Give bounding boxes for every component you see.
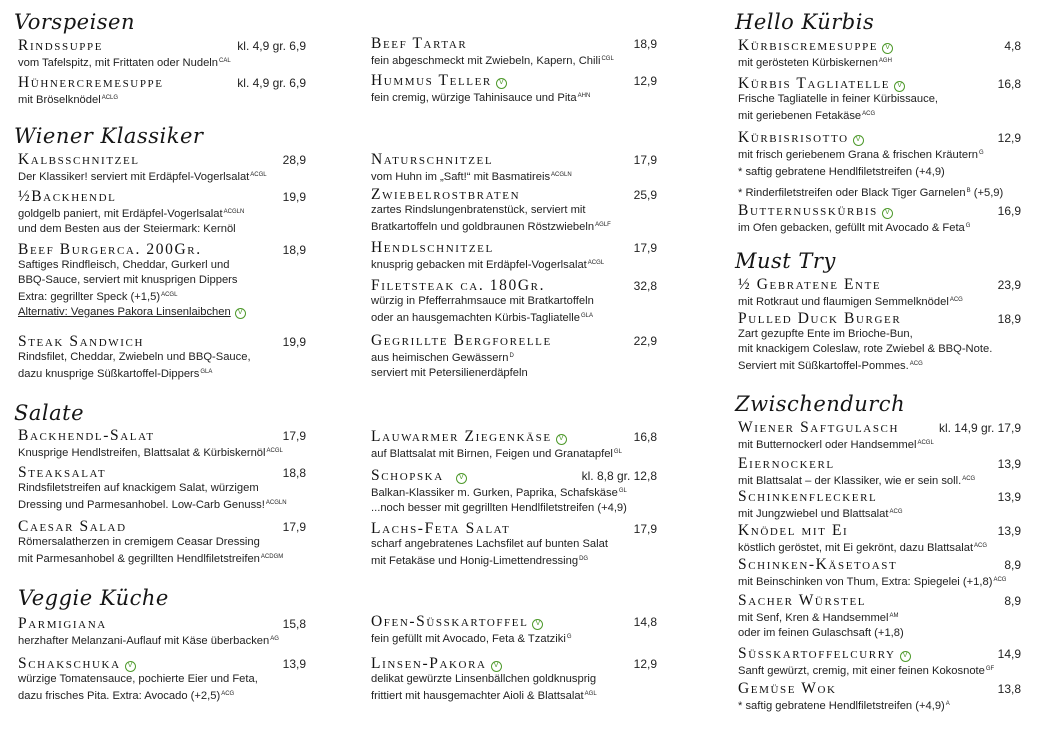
dish-description: delikat gewürzte Linsenbällchen goldknusprig	[371, 673, 597, 685]
dish-price: 4,8	[1004, 39, 1021, 53]
dish-description: Rindsfilet, Cheddar, Zwiebeln und BBQ-Sauce,	[18, 351, 251, 363]
vegetarian-icon: V	[125, 661, 136, 672]
dish-description: Bratkartoffeln und goldbraunen Röstzwiebeln$^{AGLF}$	[371, 221, 611, 233]
menu-item-beef-tartar	[371, 36, 657, 69]
menu-item-filetsteak	[371, 278, 657, 326]
dish-price: 17,9	[282, 429, 306, 443]
menu-item-kuerbisrisotto	[738, 130, 1021, 201]
dish-name: ½ Gebratene Ente	[738, 276, 882, 293]
dish-description: Saftiges Rindfleisch, Cheddar, Gurkerl und	[18, 259, 230, 271]
dish-name: Lauwarmer Ziegenkäse V	[371, 429, 657, 445]
menu-item-backhendl-salat	[18, 428, 306, 461]
dish-description: und dem Besten aus der Steiermark: Kernöl	[18, 223, 236, 235]
dish-description: köstlich geröstet, mit Ei gekrönt, dazu Blattsalat$^{ACG}$	[738, 542, 988, 554]
dish-price: 14,9	[997, 647, 1021, 661]
dish-price: 19,9	[282, 190, 306, 204]
dish-description: mit gerösteten Kürbiskernen$^{AGH}$	[738, 57, 892, 69]
dish-name: Knödel mit Ei	[738, 522, 849, 539]
dish-price: 17,9	[633, 522, 657, 536]
dish-price: 25,9	[633, 188, 657, 202]
dish-price: 14,8	[633, 615, 657, 629]
menu-item-gemuese-wok	[738, 681, 1021, 714]
vegetarian-icon: V	[882, 43, 893, 54]
dish-description: fein cremig, würzige Tahinisauce und Pita$^{AHN}$	[371, 92, 591, 104]
dish-description: vom Tafelspitz, mit Frittaten oder Nudeln$^{CAL}$	[18, 57, 231, 69]
dish-description: Serviert mit Süßkartoffel-Pommes.$^{ACG}$	[738, 360, 923, 372]
menu-item-hendlschnitzel	[371, 240, 657, 273]
dish-description: oder an hausgemachten Kürbis-Tagliatelle$^{GLA}$	[371, 312, 593, 324]
dish-name: Ofen-Süsskartoffel V	[371, 614, 657, 630]
menu-item-rindssuppe	[18, 38, 306, 71]
dish-description: mit Butternockerl oder Handsemmel$^{ACGL}$	[738, 439, 934, 451]
menu-item-naturschnitzel	[371, 152, 657, 185]
menu-item-lauwarmer-ziegenkaese	[371, 429, 657, 462]
dish-name: Hummus Teller V	[371, 73, 657, 89]
dish-price: 17,9	[282, 520, 306, 534]
dish-description: im Ofen gebacken, gefüllt mit Avocado & Feta$^G$	[738, 222, 971, 234]
dish-description: Frische Tagliatelle in feiner Kürbissauce,	[738, 93, 939, 105]
dish-description: Dressing und Parmesanhobel. Low-Carb Genuss!$^{ACGLN}$	[18, 499, 287, 511]
dish-name: Gegrillte Bergforelle	[371, 332, 552, 349]
dish-name: Beef Tartar	[371, 35, 468, 52]
dish-price: 23,9	[997, 278, 1021, 292]
menu-item-butternusskuerbis	[738, 203, 1021, 236]
vegetarian-icon: V	[882, 208, 893, 219]
menu-item-lachs-feta-salat	[371, 521, 657, 569]
menu-item-linsen-pakora	[371, 656, 657, 704]
dish-name: Wiener Saftgulasch	[738, 419, 900, 436]
dish-price: 32,8	[633, 279, 657, 293]
dish-price: kl. 4,9 gr. 6,9	[237, 76, 306, 90]
dish-description: herzhafter Melanzani-Auflauf mit Käse überbacken$^{AG}$	[18, 635, 279, 647]
dish-description: aus heimischen Gewässern$^D$	[371, 352, 514, 364]
dish-price: 13,9	[997, 490, 1021, 504]
dish-description: mit Rotkraut und flaumigen Semmelknödel$^{ACG}$	[738, 296, 963, 308]
dish-description: Zart gezupfte Ente im Brioche-Bun,	[738, 328, 913, 340]
dish-description: Römersalatherzen in cremigem Ceasar Dressing	[18, 536, 260, 548]
menu-item-kalbsschnitzel	[18, 152, 306, 185]
dish-description: BBQ-Sauce, serviert mit knusprigen Dippers	[18, 274, 238, 286]
menu-item-schinken-kaesetoast	[738, 557, 1021, 590]
menu-item-gebratene-ente	[738, 277, 1021, 310]
menu-item-hummus-teller	[371, 73, 657, 106]
dish-price: 8,9	[1004, 558, 1021, 572]
dish-description: Rindsfiletstreifen auf knackigem Salat, würzigem	[18, 482, 259, 494]
dish-description: dazu frisches Pita. Extra: Avocado $(+2,5)^{ACG}$	[18, 690, 235, 702]
menu-item-schakschuka	[18, 656, 306, 704]
dish-name: Rindssuppe	[18, 37, 104, 54]
dish-name: Süsskartoffelcurry V	[738, 646, 1021, 662]
dish-price: 13,9	[997, 524, 1021, 538]
dish-description: mit Parmesanhobel & gegrillten Hendlfiletstreifen$^{ACDGM}$	[18, 553, 284, 565]
dish-description: Der Klassiker! serviert mit Erdäpfel-Vogerlsalat$^{ACGL}$	[18, 171, 267, 183]
menu-item-parmigiana	[18, 616, 306, 649]
vegetarian-icon: V	[894, 81, 905, 92]
menu-item-beef-burger	[18, 242, 306, 320]
dish-price: 12,9	[633, 74, 657, 88]
dish-description: mit Beinschinken von Thum, Extra: Spiegelei $(+1,8)^{ACG}$	[738, 576, 1007, 588]
dish-description: fein abgeschmeckt mit Zwiebeln, Kapern, Chili$^{CGL}$	[371, 55, 614, 67]
menu-item-zwiebelrostbraten	[371, 187, 657, 235]
menu-item-kuerbiscremesuppe	[738, 38, 1021, 71]
dish-price: 13,8	[997, 682, 1021, 696]
dish-name: Beef Burgerca. 200Gr.	[18, 241, 202, 258]
dish-price: 19,9	[282, 335, 306, 349]
section-title-must-try: Must Try	[735, 249, 836, 273]
dish-price: 13,9	[282, 657, 306, 671]
dish-name: Schakschuka V	[18, 656, 306, 672]
section-title-hello-kuerbis: Hello Kürbis	[735, 10, 875, 34]
dish-name: Eiernockerl	[738, 455, 835, 472]
dish-price: 18,9	[997, 312, 1021, 326]
menu-item-kuerbis-tagliatelle	[738, 76, 1021, 124]
dish-extra: * saftig gebratene Hendlfiletstreifen $(+4,9)^A$	[738, 700, 950, 712]
dish-description: knusprig gebacken mit Erdäpfel-Vogerlsalat$^{ACGL}$	[371, 259, 605, 271]
dish-name: Caesar Salad	[18, 518, 127, 535]
dish-description: ...noch besser mit gegrillten Hendlfiletstreifen (+4,9)	[371, 502, 627, 514]
dish-description: dazu knusprige Süßkartoffel-Dippers$^{GLA}$	[18, 368, 213, 380]
dish-price: 16,8	[997, 77, 1021, 91]
dish-description: mit Fetakäse und Honig-Limettendressing$^{DG}$	[371, 555, 589, 567]
dish-name: Steaksalat	[18, 464, 107, 481]
dish-extra: * Rinderfiletstreifen oder Black Tiger Garnelen$^B$ (+5,9)	[738, 187, 1004, 199]
dish-price: 16,8	[633, 430, 657, 444]
section-title-veggie-kueche: Veggie Küche	[18, 586, 169, 610]
dish-price: 13,9	[997, 457, 1021, 471]
dish-description: Extra: gegrillter Speck $(+1,5)^{ACGL}$	[18, 291, 178, 303]
dish-price: 12,9	[997, 131, 1021, 145]
menu-item-gegrillte-bergforelle	[371, 333, 657, 381]
dish-description: auf Blattsalat mit Birnen, Feigen und Granatapfel$^{GL}$	[371, 448, 622, 460]
vegetarian-icon: V	[496, 78, 507, 89]
section-title-wiener-klassiker: Wiener Klassiker	[14, 124, 204, 148]
dish-name: Naturschnitzel	[371, 151, 494, 168]
dish-name: ½Backhendl	[18, 188, 117, 205]
dish-name: Filetsteak ca. 180Gr.	[371, 277, 546, 294]
dish-name: Butternusskürbis V	[738, 203, 1021, 219]
dish-description: Sanft gewürzt, cremig, mit einer feinen Kokosnote$^{GF}$	[738, 665, 995, 677]
section-title-salate: Salate	[14, 401, 85, 425]
dish-description: mit knackigem Coleslaw, rote Zwiebel & BBQ-Note.	[738, 343, 993, 355]
menu-item-steak-sandwich	[18, 334, 306, 382]
dish-name: Linsen-Pakora V	[371, 656, 657, 672]
vegetarian-icon: V	[456, 473, 467, 484]
dish-name: Schinken-Käsetoast	[738, 556, 898, 573]
dish-description: vom Huhn im „Saft!“ mit Basmatireis$^{ACGLN}$	[371, 171, 572, 183]
dish-name: Gemüse Wok	[738, 680, 837, 697]
dish-price: 22,9	[633, 334, 657, 348]
dish-description: frittiert mit hausgemachter Aioli & Blattsalat$^{AGL}$	[371, 690, 597, 702]
dish-price: 17,9	[633, 153, 657, 167]
dish-name: Pulled Duck Burger	[738, 310, 902, 327]
menu-item-huehnercremesuppe	[18, 75, 306, 108]
dish-name: Schopska V	[371, 468, 657, 484]
menu-item-schopska	[371, 468, 657, 516]
dish-description: mit frisch geriebenem Grana & frischen Kräutern$^G$	[738, 149, 984, 161]
dish-price: 8,9	[1004, 594, 1021, 608]
menu-item-steaksalat	[18, 465, 306, 513]
dish-alternative: Alternativ: Veganes Pakora Linsenlaibchen V	[18, 305, 306, 320]
dish-price: 12,9	[633, 657, 657, 671]
dish-name: Steak Sandwich	[18, 333, 144, 350]
dish-price: 18,9	[282, 243, 306, 257]
dish-name: Zwiebelrostbraten	[371, 186, 521, 203]
dish-name: Kalbsschnitzel	[18, 151, 140, 168]
dish-description: mit geriebenen Fetakäse$^{ACG}$	[738, 110, 876, 122]
dish-price: kl. 8,8 gr. 12,8	[581, 469, 657, 483]
vegetarian-icon: V	[491, 661, 502, 672]
menu-item-knoedel-mit-ei	[738, 523, 1021, 556]
menu-item-eiernockerl	[738, 456, 1021, 489]
dish-name: Kürbisrisotto V	[738, 130, 1021, 146]
dish-name: Lachs-Feta Salat	[371, 520, 511, 537]
dish-description: serviert mit Petersilienerdäpfeln	[371, 367, 528, 379]
menu-item-schinkenfleckerl	[738, 489, 1021, 522]
vegetarian-icon: V	[532, 619, 543, 630]
dish-price: kl. 4,9 gr. 6,9	[237, 39, 306, 53]
dish-description: würzig in Pfefferrahmsauce mit Bratkartoffeln	[371, 295, 594, 307]
dish-name: Backhendl-Salat	[18, 427, 155, 444]
dish-description: würzige Tomatensauce, pochierte Eier und Feta,	[18, 673, 258, 685]
dish-description: Balkan-Klassiker m. Gurken, Paprika, Schafskäse$^{GL}$	[371, 487, 627, 499]
menu-item-ofen-suesskartoffel	[371, 614, 657, 647]
dish-description: mit Senf, Kren & Handsemmel$^{AM}$	[738, 612, 899, 624]
dish-name: Hendlschnitzel	[371, 239, 494, 256]
vegetarian-icon: V	[900, 651, 911, 662]
dish-name: Kürbis Tagliatelle V	[738, 76, 1021, 92]
dish-description: Knusprige Hendlstreifen, Blattsalat & Kürbiskernöl$^{ACGL}$	[18, 447, 283, 459]
dish-description: scharf angebratenes Lachsfilet auf bunten Salat	[371, 538, 608, 550]
dish-description: mit Blattsalat – der Klassiker, wie er sein soll.$^{ACG}$	[738, 475, 976, 487]
section-title-vorspeisen: Vorspeisen	[14, 10, 136, 34]
dish-description: oder im feinen Gulaschsaft (+1,8)	[738, 627, 904, 639]
menu-item-backhendl	[18, 189, 306, 237]
dish-description: mit Bröselknödel$^{ACLG}$	[18, 94, 119, 106]
dish-extra: * saftig gebratene Hendlfiletstreifen (+4,9)	[738, 166, 945, 178]
menu-item-sacher-wuerstel	[738, 593, 1021, 641]
dish-name: Hühnercremesuppe	[18, 74, 164, 91]
menu-item-pulled-duck-burger	[738, 311, 1021, 374]
dish-price: kl. 14,9 gr. 17,9	[938, 421, 1021, 435]
dish-description: mit Jungzwiebel und Blattsalat$^{ACG}$	[738, 508, 903, 520]
dish-price: 15,8	[282, 617, 306, 631]
dish-name: Parmigiana	[18, 615, 107, 632]
dish-description: fein gefüllt mit Avocado, Feta & Tzatziki$^G$	[371, 633, 572, 645]
dish-price: 18,8	[282, 466, 306, 480]
dish-price: 28,9	[282, 153, 306, 167]
dish-name: Kürbiscremesuppe V	[738, 38, 1021, 54]
vegetarian-icon: V	[235, 308, 246, 319]
dish-price: 17,9	[633, 241, 657, 255]
dish-name: Schinkenfleckerl	[738, 488, 878, 505]
section-title-zwischendurch: Zwischendurch	[735, 392, 906, 416]
menu-item-suesskartoffelcurry	[738, 646, 1021, 679]
dish-description: goldgelb paniert, mit Erdäpfel-Vogerlsalat$^{ACGLN}$	[18, 208, 245, 220]
vegetarian-icon: V	[853, 135, 864, 146]
dish-price: 16,9	[997, 204, 1021, 218]
vegetarian-icon: V	[556, 434, 567, 445]
menu-item-caesar-salad	[18, 519, 306, 567]
dish-price: 18,9	[633, 37, 657, 51]
menu-item-wiener-saftgulasch	[738, 420, 1021, 453]
dish-description: zartes Rindslungenbratenstück, serviert mit	[371, 204, 586, 216]
dish-name: Sacher Würstel	[738, 592, 867, 609]
